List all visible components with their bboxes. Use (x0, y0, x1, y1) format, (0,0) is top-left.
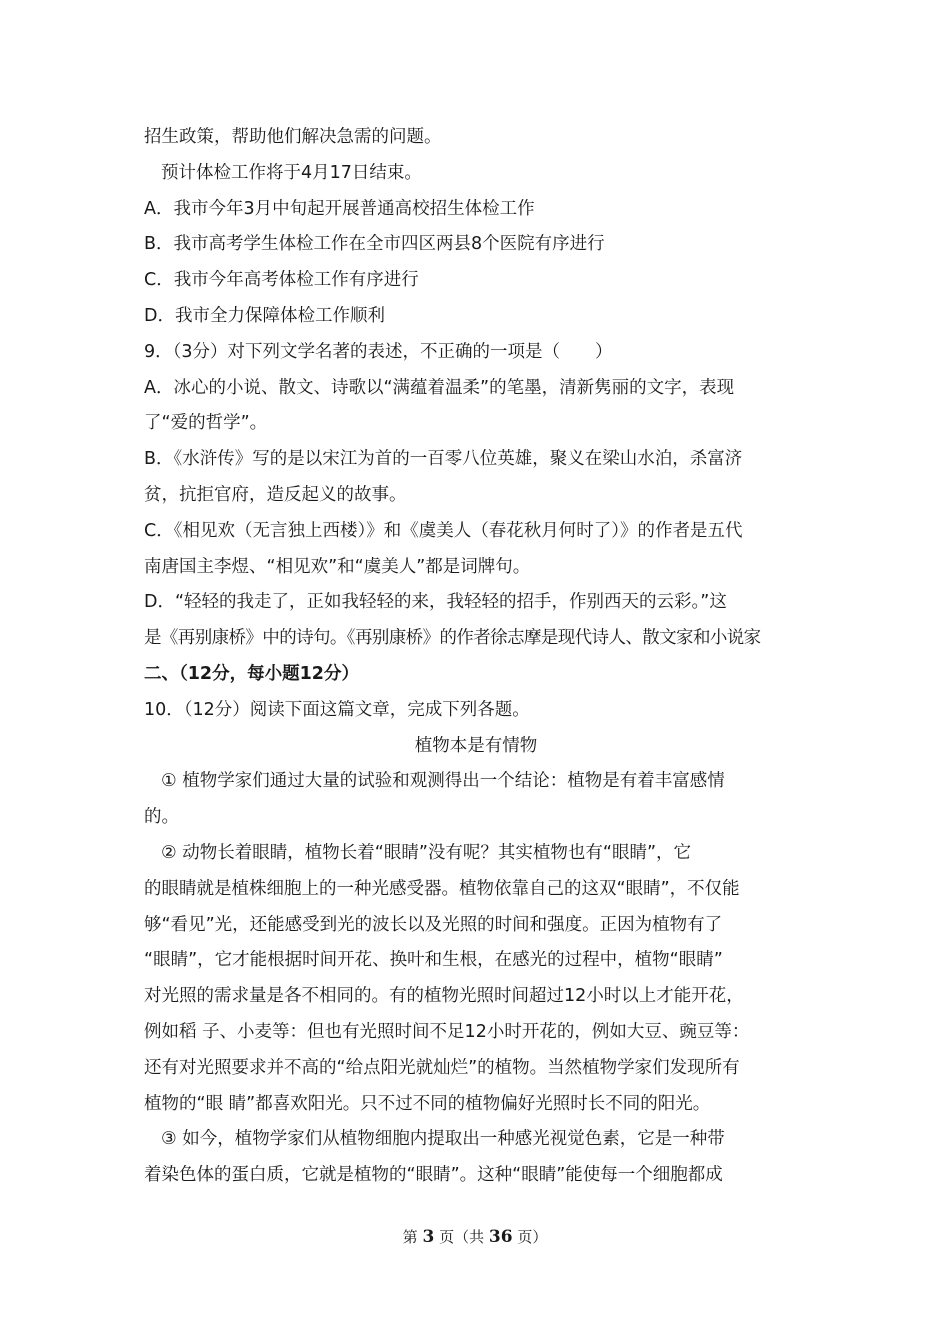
text-line: 着染色体的蛋白质，它就是植物的“眼睛”。这种“眼睛”能使每一个细胞都成 (144, 1165, 723, 1186)
text-line: 招生政策，帮助他们解决急需的问题。 (144, 127, 442, 147)
question-9: 9．（3分）对下列文学名著的表述，不正确的一项是（ ） (144, 341, 613, 362)
page-footer (0, 1226, 950, 1247)
option-d: D．“轻轻的我走了，正如我轻轻的来，我轻轻的招手，作别西天的云彩。”这 (144, 592, 727, 613)
article-title: 植物本是有情物 (414, 735, 538, 756)
paragraph-3: ③ 如今，植物学家们从植物细胞内提取出一种感光视觉色素，它是一种带 (161, 1129, 725, 1150)
text-line: 对光照的需求量是各不相同的。有的植物光照时间超过12小时以上才能开花， (144, 986, 744, 1007)
option-c: C．我市今年高考体检工作有序进行 (144, 270, 419, 291)
text-line: 例如稻 子、小麦等：但也有光照时间不足12小时开花的，例如大豆、豌豆等： (144, 1021, 750, 1042)
footer-prefix: 第 (402, 1228, 418, 1246)
question-10: 10．（12分）阅读下面这篇文章，完成下列各题。 (144, 699, 530, 720)
paragraph-1: ① 植物学家们通过大量的试验和观测得出一个结论：植物是有着丰富感情 (161, 771, 725, 792)
option-b: B．《水浒传》写的是以宋江为首的一百零八位英雄，聚义在梁山水泊，杀富济 (144, 449, 743, 470)
footer-total-pages: 36 (488, 1227, 513, 1247)
section-heading: 二、（12分，每小题12分） (144, 663, 359, 684)
option-d: D．我市全力保障体检工作顺利 (144, 305, 385, 326)
option-b: B．我市高考学生体检工作在全市四区两县8个医院有序进行 (144, 234, 605, 255)
page-content (144, 120, 808, 1194)
text-line: 了“爱的哲学”。 (144, 413, 268, 434)
text-line: 够“看见”光，还能感受到光的波长以及光照的时间和强度。正因为植物有了 (144, 914, 723, 935)
text-line: 的眼睛就是植株细胞上的一种光感受器。植物依靠自己的这双“眼睛”，不仅能 (144, 878, 740, 899)
footer-page-number: 3 (422, 1227, 435, 1247)
option-c: C．《相见欢（无言独上西楼）》和《虞美人（春花秋月何时了）》的作者是五代 (144, 520, 743, 541)
text-line: “眼睛”，它才能根据时间开花、换叶和生根，在感光的过程中，植物“眼睛” (144, 950, 723, 971)
text-line: 的。 (144, 807, 179, 828)
text-line: 植物的“眼 睛”都喜欢阳光。只不过不同的植物偏好光照时长不同的阳光。 (144, 1093, 711, 1114)
text-line: 贫，抗拒官府，造反起义的故事。 (144, 484, 407, 505)
text-line: 还有对光照要求并不高的“给点阳光就灿烂”的植物。当然植物学家们发现所有 (144, 1057, 740, 1078)
paragraph-2: ② 动物长着眼睛，植物长着“眼睛”没有呢？其实植物也有“眼睛”，它 (161, 842, 692, 863)
footer-middle: 页（共 (439, 1228, 485, 1246)
footer-suffix: 页） (517, 1228, 548, 1246)
text-line: 是《再别康桥》中的诗句。《再别康桥》的作者徐志摩是现代诗人、散文家和小说家 (144, 628, 761, 649)
option-a: A．我市今年3月中旬起开展普通高校招生体检工作 (144, 198, 535, 219)
option-a: A．冰心的小说、散文、诗歌以“满蕴着温柔”的笔墨，清新隽丽的文字，表现 (144, 377, 735, 398)
text-line: 南唐国主李煜、“相见欢”和“虞美人”都是词牌句。 (144, 556, 531, 577)
text-line: 预计体检工作将于4月17日结束。 (161, 162, 422, 183)
